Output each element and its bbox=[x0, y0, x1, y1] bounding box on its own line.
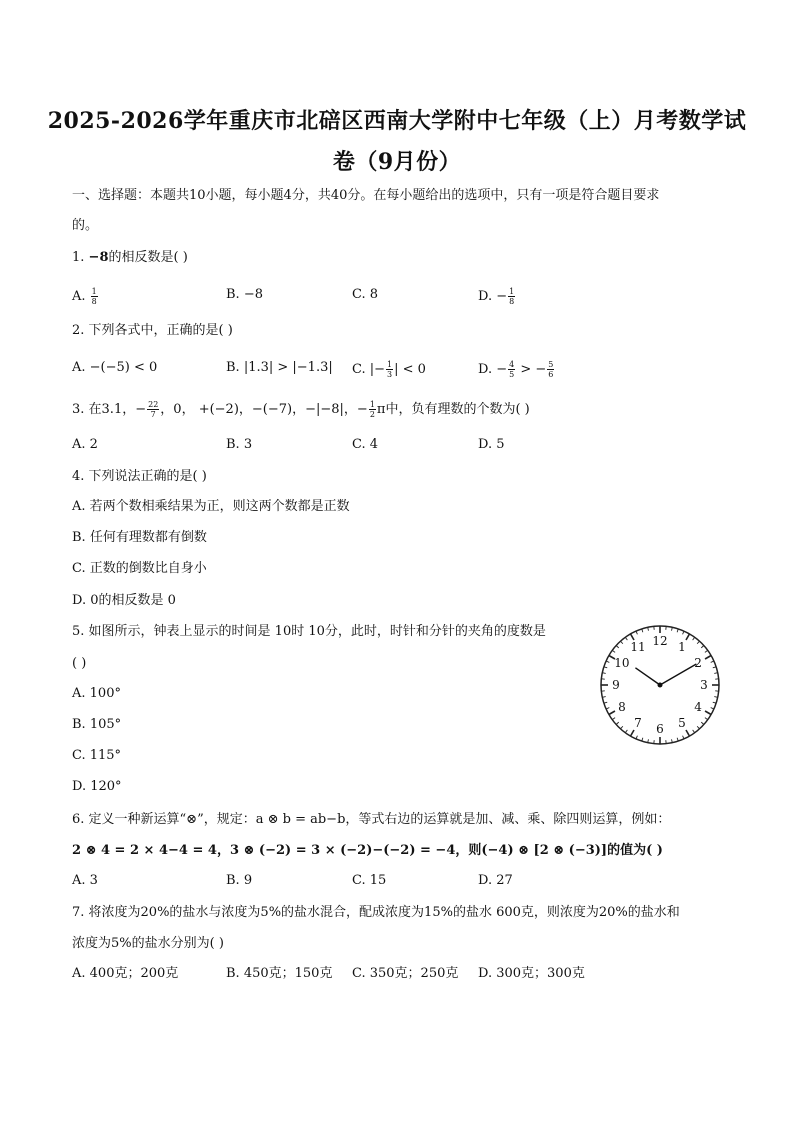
clock-tick bbox=[705, 718, 708, 720]
clock-tick bbox=[609, 711, 615, 715]
option-c[interactable]: C. 15 bbox=[352, 873, 387, 888]
clock-tick bbox=[625, 637, 627, 640]
hour-hand bbox=[635, 668, 660, 685]
clock-tick bbox=[616, 722, 619, 724]
question-6-stem-continued: 2 ⊗ 4 = 2 × 4−4 = 4，3 ⊗ (−2) = 3 × (−2)−(−2) = −4，则(−4) ⊗ [2 ⊗ (−3)]的值为( ) bbox=[72, 843, 663, 858]
option-c[interactable]: C. 115° bbox=[72, 748, 122, 763]
option-a[interactable]: A. −(−5) < 0 bbox=[72, 360, 158, 375]
clock-tick bbox=[621, 641, 623, 644]
clock-figure bbox=[598, 623, 722, 747]
option-c[interactable]: C. 正数的倒数比自身小 bbox=[72, 561, 207, 576]
clock-number: 3 bbox=[700, 678, 708, 692]
option-c[interactable]: C. 350克；250克 bbox=[352, 966, 459, 981]
clock-tick bbox=[612, 718, 615, 720]
clock-tick bbox=[642, 738, 643, 741]
clock-tick bbox=[677, 629, 678, 632]
question-5-stem: 5. 如图所示，钟表上显示的时间是 10时 10分，此时，时针和分针的夹角的度数是 bbox=[72, 624, 546, 639]
clock-tick bbox=[705, 650, 708, 652]
option-d[interactable]: D. 300克；300克 bbox=[478, 966, 585, 981]
page-title: 2025-2026学年重庆市北碚区西南大学附中七年级（上）月考数学试 bbox=[47, 108, 747, 134]
clock-tick bbox=[697, 726, 699, 729]
clock-number: 12 bbox=[652, 634, 668, 648]
option-b[interactable]: B. 任何有理数都有倒数 bbox=[72, 530, 207, 545]
question-3-stem: 3. 在3.1，− $\frac{22}{7}$ ，0， +(−2)，−(−7)，−|−8|，− $\frac{1}{2}$ π中，负有理数的个数为( ) bbox=[72, 400, 530, 419]
clock-number: 10 bbox=[614, 656, 630, 670]
option-a[interactable]: A. 400克；200克 bbox=[72, 966, 179, 981]
option-b[interactable]: B. 105° bbox=[72, 717, 122, 732]
clock-tick bbox=[693, 730, 695, 733]
option-b[interactable]: B. 9 bbox=[226, 873, 253, 888]
question-7-stem: 7. 将浓度为20%的盐水与浓度为5%的盐水混合，配成浓度为15%的盐水 600克，则浓度为20%的盐水和 bbox=[72, 905, 680, 920]
clock-tick bbox=[701, 722, 704, 724]
section-heading: 一、选择题：本题共10小题，每小题4分，共40分。在每小题给出的选项中，只有一项是符合题目要求 bbox=[72, 188, 660, 203]
clock-tick bbox=[604, 702, 607, 703]
clock-tick bbox=[642, 629, 643, 632]
option-d[interactable]: D. 0的相反数是 0 bbox=[72, 593, 176, 608]
option-a[interactable]: A. $\frac{1}{8}$ bbox=[72, 287, 97, 306]
clock-number: 6 bbox=[656, 722, 664, 736]
option-a[interactable]: A. 100° bbox=[72, 686, 121, 701]
clock-number: 9 bbox=[612, 678, 620, 692]
clock-number: 5 bbox=[678, 716, 686, 731]
clock-tick bbox=[686, 730, 690, 736]
clock-number: 7 bbox=[634, 716, 642, 731]
clock-tick bbox=[621, 726, 623, 729]
clock-tick bbox=[612, 650, 615, 652]
question-1-stem: 1. −8的相反数是( ) bbox=[72, 250, 188, 265]
question-6-stem: 6. 定义一种新运算“⊗”，规定：a ⊗ b = ab−b，等式右边的运算就是加、减、乘、除四则运算，例如： bbox=[72, 812, 671, 827]
clock-number: 11 bbox=[630, 639, 646, 654]
clock-tick bbox=[693, 637, 695, 640]
page-title-continued: 卷（9月份） bbox=[332, 149, 462, 175]
option-a[interactable]: A. 3 bbox=[72, 873, 98, 888]
clock-tick bbox=[625, 730, 627, 733]
question-5-stem-continued: ( ) bbox=[72, 656, 87, 671]
clock-tick bbox=[713, 667, 716, 668]
option-b[interactable]: B. 450克；150克 bbox=[226, 966, 333, 981]
clock-tick bbox=[701, 646, 704, 648]
question-4-stem: 4. 下列说法正确的是( ) bbox=[72, 469, 207, 484]
clock-number: 4 bbox=[694, 700, 702, 714]
question-2-stem: 2. 下列各式中，正确的是( ) bbox=[72, 323, 233, 338]
option-d[interactable]: D. 27 bbox=[478, 873, 513, 888]
option-b[interactable]: B. 3 bbox=[226, 437, 253, 452]
clock-tick bbox=[677, 738, 678, 741]
clock-number: 8 bbox=[618, 700, 626, 714]
clock-tick bbox=[616, 646, 619, 648]
option-d[interactable]: D. − $\frac{4}{5}$ > − $\frac{5}{6}$ bbox=[478, 360, 554, 379]
option-a[interactable]: A. 2 bbox=[72, 437, 98, 452]
clock-center-dot bbox=[658, 683, 663, 688]
clock-tick bbox=[631, 730, 635, 736]
clock-tick bbox=[705, 711, 711, 715]
clock-number: 2 bbox=[694, 656, 702, 670]
option-c[interactable]: C. 8 bbox=[352, 287, 379, 302]
option-d[interactable]: D. 5 bbox=[478, 437, 505, 452]
clock-number: 1 bbox=[678, 639, 686, 654]
clock-tick bbox=[705, 656, 711, 660]
option-d[interactable]: D. 120° bbox=[72, 779, 122, 794]
option-c[interactable]: C. 4 bbox=[352, 437, 379, 452]
minute-hand bbox=[660, 664, 696, 685]
option-b[interactable]: B. |1.3| > |−1.3| bbox=[226, 360, 333, 375]
clock-tick bbox=[697, 641, 699, 644]
clock-tick bbox=[686, 634, 690, 640]
clock-tick bbox=[604, 667, 607, 668]
option-a[interactable]: A. 若两个数相乘结果为正，则这两个数都是正数 bbox=[72, 499, 350, 514]
section-heading-continued: 的。 bbox=[72, 218, 99, 233]
question-7-stem-continued: 浓度为5%的盐水分别为( ) bbox=[72, 936, 224, 951]
option-d[interactable]: D. − $\frac{1}{8}$ bbox=[478, 287, 515, 306]
option-b[interactable]: B. −8 bbox=[226, 287, 263, 302]
option-c[interactable]: C. |− $\frac{1}{3}$ | < 0 bbox=[352, 360, 426, 379]
clock-tick bbox=[713, 702, 716, 703]
